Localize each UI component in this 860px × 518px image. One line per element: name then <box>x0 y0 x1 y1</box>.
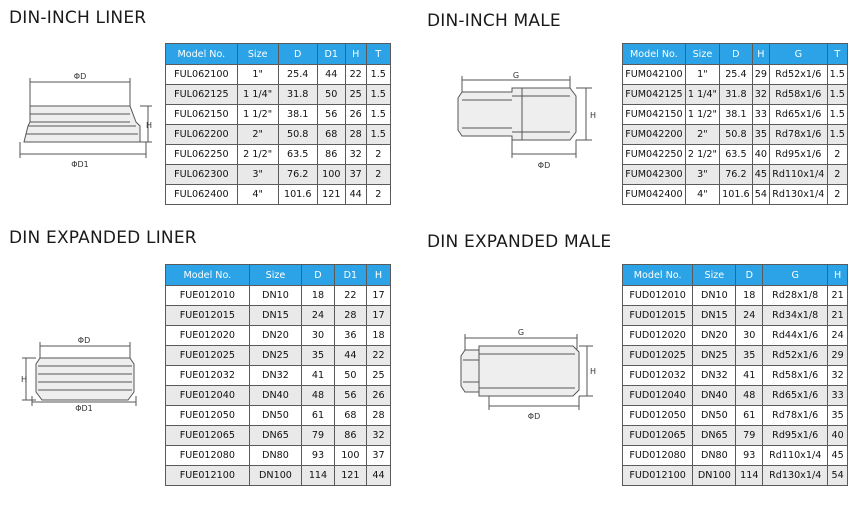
table-cell: 2" <box>237 125 278 145</box>
table-cell: 4" <box>685 185 719 205</box>
table-cell: DN10 <box>249 286 302 306</box>
table-cell: 79 <box>736 426 763 446</box>
table-cell: 17 <box>367 306 391 326</box>
table-cell: FUL062100 <box>166 65 238 85</box>
table-cell: FUM042125 <box>623 85 686 105</box>
table-cell: 35 <box>752 125 769 145</box>
table-row <box>623 306 848 326</box>
table-cell: 2" <box>685 125 719 145</box>
table-cell: FUD012100 <box>623 466 693 486</box>
table-row <box>166 185 391 205</box>
table-cell: 32 <box>752 85 769 105</box>
table-cell: 21 <box>828 286 848 306</box>
drawing-label-bottom: ΦD <box>537 161 551 170</box>
din-inch-liner-table <box>165 43 391 205</box>
table-cell: 29 <box>752 65 769 85</box>
table-cell: FUM042300 <box>623 165 686 185</box>
table-cell: FUE012020 <box>166 326 250 346</box>
column-header: Size <box>249 265 302 286</box>
table-cell: FUE012050 <box>166 406 250 426</box>
table-cell: FUE012025 <box>166 346 250 366</box>
table-cell: Rd52x1/6 <box>763 346 828 366</box>
table-cell: 2 <box>827 165 847 185</box>
column-header: Size <box>685 44 719 65</box>
table-row <box>623 65 848 85</box>
table-cell: 48 <box>302 386 334 406</box>
table-cell: 24 <box>828 326 848 346</box>
drawing-label-top: G <box>517 328 525 337</box>
table-cell: 37 <box>367 446 391 466</box>
table-row <box>623 346 848 366</box>
table-row <box>166 286 391 306</box>
column-header: T <box>366 44 390 65</box>
column-header: Model No. <box>623 265 693 286</box>
table-cell: DN20 <box>693 326 736 346</box>
table-cell: 2 1/2" <box>685 145 719 165</box>
column-header: G <box>763 265 828 286</box>
table-cell: 3" <box>237 165 278 185</box>
table-cell: 18 <box>367 326 391 346</box>
table-cell: Rd78x1/6 <box>763 406 828 426</box>
table-cell: 68 <box>317 125 345 145</box>
table-header-row <box>623 44 848 65</box>
table-cell: 1 1/2" <box>685 105 719 125</box>
table-cell: 79 <box>302 426 334 446</box>
table-cell: Rd58x1/6 <box>770 85 828 105</box>
table-cell: 2 <box>366 145 390 165</box>
table-cell: 114 <box>302 466 334 486</box>
table-cell: 1 1/2" <box>237 105 278 125</box>
table-cell: FUE012040 <box>166 386 250 406</box>
drawing-label-bottom: ΦD1 <box>75 404 93 413</box>
table-cell: 40 <box>752 145 769 165</box>
table-row <box>623 406 848 426</box>
table-cell: DN20 <box>249 326 302 346</box>
table-cell: 93 <box>302 446 334 466</box>
table-cell: 26 <box>345 105 366 125</box>
table-cell: 3" <box>685 165 719 185</box>
table-cell: 86 <box>334 426 366 446</box>
table-row <box>623 366 848 386</box>
table-row <box>166 145 391 165</box>
column-header: D <box>278 44 317 65</box>
table-cell: Rd65x1/6 <box>770 105 828 125</box>
table-cell: 37 <box>345 165 366 185</box>
table-cell: 44 <box>334 346 366 366</box>
table-cell: Rd52x1/6 <box>770 65 828 85</box>
table-cell: Rd95x1/6 <box>763 426 828 446</box>
din-expanded-liner-drawing <box>18 334 148 414</box>
table-cell: 31.8 <box>278 85 317 105</box>
column-header: D <box>720 44 753 65</box>
table-cell: DN65 <box>693 426 736 446</box>
table-cell: 33 <box>828 386 848 406</box>
table-cell: 44 <box>367 466 391 486</box>
table-cell: DN80 <box>693 446 736 466</box>
table-cell: 76.2 <box>278 165 317 185</box>
table-cell: FUD012032 <box>623 366 693 386</box>
table-cell: 121 <box>334 466 366 486</box>
table-cell: Rd110x1/4 <box>770 165 828 185</box>
table-cell: 1.5 <box>366 85 390 105</box>
table-cell: FUL062300 <box>166 165 238 185</box>
column-header: D1 <box>317 44 345 65</box>
section-title-din-expanded-male: DIN EXPANDED MALE <box>427 232 612 252</box>
table-cell: 2 <box>366 165 390 185</box>
column-header: Model No. <box>166 265 250 286</box>
table-cell: Rd34x1/8 <box>763 306 828 326</box>
drawing-label-top: G <box>512 71 520 80</box>
table-row <box>166 386 391 406</box>
table-cell: 38.1 <box>278 105 317 125</box>
drawing-label-side: H <box>145 121 153 130</box>
table-cell: 1.5 <box>827 125 847 145</box>
table-cell: FUL062250 <box>166 145 238 165</box>
table-cell: 31.8 <box>720 85 753 105</box>
table-cell: 56 <box>317 105 345 125</box>
table-cell: 17 <box>367 286 391 306</box>
table-cell: FUE012100 <box>166 466 250 486</box>
drawing-label-side: H <box>20 375 28 384</box>
table-row <box>623 326 848 346</box>
table-cell: 1.5 <box>366 65 390 85</box>
table-cell: 40 <box>828 426 848 446</box>
table-row <box>623 446 848 466</box>
column-header: D <box>736 265 763 286</box>
table-cell: 54 <box>752 185 769 205</box>
table-cell: 54 <box>828 466 848 486</box>
drawing-label-bottom: ΦD <box>527 412 541 421</box>
table-cell: 41 <box>736 366 763 386</box>
table-cell: 4" <box>237 185 278 205</box>
table-cell: FUL062125 <box>166 85 238 105</box>
table-row <box>623 185 848 205</box>
table-cell: Rd130x1/4 <box>770 185 828 205</box>
table-cell: 2 <box>827 145 847 165</box>
table-cell: DN40 <box>693 386 736 406</box>
table-row <box>623 426 848 446</box>
table-cell: 63.5 <box>278 145 317 165</box>
column-header: H <box>345 44 366 65</box>
table-cell: FUD012040 <box>623 386 693 406</box>
table-cell: 50 <box>317 85 345 105</box>
table-cell: FUD012050 <box>623 406 693 426</box>
table-cell: 18 <box>736 286 763 306</box>
table-cell: 1 1/4" <box>237 85 278 105</box>
table-cell: 21 <box>828 306 848 326</box>
table-cell: 35 <box>736 346 763 366</box>
table-cell: 41 <box>302 366 334 386</box>
table-cell: FUE012080 <box>166 446 250 466</box>
table-cell: Rd78x1/6 <box>770 125 828 145</box>
table-row <box>623 165 848 185</box>
table-cell: DN65 <box>249 426 302 446</box>
table-row <box>166 105 391 125</box>
drawing-label-top: ΦD <box>73 72 87 81</box>
table-cell: 86 <box>317 145 345 165</box>
table-row <box>166 165 391 185</box>
table-cell: Rd110x1/4 <box>763 446 828 466</box>
column-header: Model No. <box>623 44 686 65</box>
table-cell: DN80 <box>249 446 302 466</box>
table-cell: 100 <box>317 165 345 185</box>
table-row <box>166 366 391 386</box>
column-header: D <box>302 265 334 286</box>
table-cell: 29 <box>828 346 848 366</box>
table-cell: 36 <box>334 326 366 346</box>
table-cell: Rd44x1/6 <box>763 326 828 346</box>
table-cell: 25.4 <box>278 65 317 85</box>
table-cell: FUL062400 <box>166 185 238 205</box>
table-row <box>623 125 848 145</box>
table-cell: 1" <box>685 65 719 85</box>
table-cell: 50.8 <box>278 125 317 145</box>
table-row <box>166 346 391 366</box>
table-cell: 45 <box>752 165 769 185</box>
table-cell: 25 <box>367 366 391 386</box>
din-inch-male-table <box>622 43 848 205</box>
table-cell: FUE012010 <box>166 286 250 306</box>
table-cell: 1.5 <box>827 65 847 85</box>
section-title-din-inch-male: DIN-INCH MALE <box>427 11 561 31</box>
table-cell: 1.5 <box>366 105 390 125</box>
table-row <box>166 406 391 426</box>
table-cell: Rd28x1/8 <box>763 286 828 306</box>
table-cell: FUM042200 <box>623 125 686 145</box>
section-title-din-inch-liner: DIN-INCH LINER <box>9 8 147 28</box>
drawing-label-side: H <box>589 367 597 376</box>
table-cell: 26 <box>367 386 391 406</box>
din-inch-male-drawing <box>452 70 600 178</box>
table-cell: 63.5 <box>720 145 753 165</box>
section-title-din-expanded-liner: DIN EXPANDED LINER <box>9 228 197 248</box>
table-cell: 2 1/2" <box>237 145 278 165</box>
table-cell: 30 <box>736 326 763 346</box>
table-cell: FUD012065 <box>623 426 693 446</box>
table-cell: 24 <box>302 306 334 326</box>
column-header: H <box>828 265 848 286</box>
table-cell: 1 1/4" <box>685 85 719 105</box>
drawing-label-bottom: ΦD1 <box>71 160 89 169</box>
din-expanded-male-table <box>622 264 848 486</box>
table-cell: DN50 <box>693 406 736 426</box>
table-cell: DN50 <box>249 406 302 426</box>
table-cell: 56 <box>334 386 366 406</box>
table-cell: 121 <box>317 185 345 205</box>
table-cell: DN100 <box>249 466 302 486</box>
table-header-row <box>166 44 391 65</box>
table-cell: 28 <box>367 406 391 426</box>
column-header: Size <box>693 265 736 286</box>
table-cell: 25 <box>345 85 366 105</box>
table-cell: 32 <box>367 426 391 446</box>
table-cell: FUE012065 <box>166 426 250 446</box>
table-cell: 22 <box>334 286 366 306</box>
table-header-row <box>166 265 391 286</box>
table-cell: DN32 <box>693 366 736 386</box>
table-row <box>623 386 848 406</box>
table-row <box>166 426 391 446</box>
table-cell: FUM042150 <box>623 105 686 125</box>
table-cell: DN15 <box>693 306 736 326</box>
table-cell: 45 <box>828 446 848 466</box>
table-cell: 93 <box>736 446 763 466</box>
table-cell: 28 <box>345 125 366 145</box>
din-expanded-liner-table <box>165 264 391 486</box>
table-cell: DN100 <box>693 466 736 486</box>
table-cell: DN40 <box>249 386 302 406</box>
table-cell: DN32 <box>249 366 302 386</box>
table-cell: Rd95x1/6 <box>770 145 828 165</box>
column-header: T <box>827 44 847 65</box>
table-cell: FUM042400 <box>623 185 686 205</box>
table-cell: 22 <box>367 346 391 366</box>
table-cell: 1.5 <box>827 105 847 125</box>
table-cell: FUM042250 <box>623 145 686 165</box>
table-row <box>623 466 848 486</box>
table-row <box>623 85 848 105</box>
table-cell: 2 <box>827 185 847 205</box>
table-cell: 61 <box>302 406 334 426</box>
table-cell: FUL062150 <box>166 105 238 125</box>
column-header: H <box>752 44 769 65</box>
table-cell: 28 <box>334 306 366 326</box>
table-row <box>166 306 391 326</box>
table-cell: 38.1 <box>720 105 753 125</box>
table-cell: FUD012015 <box>623 306 693 326</box>
table-cell: 114 <box>736 466 763 486</box>
table-cell: 22 <box>345 65 366 85</box>
table-cell: 50.8 <box>720 125 753 145</box>
table-cell: 48 <box>736 386 763 406</box>
table-cell: 1.5 <box>827 85 847 105</box>
table-header-row <box>623 265 848 286</box>
table-cell: FUE012032 <box>166 366 250 386</box>
table-cell: 35 <box>828 406 848 426</box>
table-cell: 44 <box>345 185 366 205</box>
table-cell: DN25 <box>693 346 736 366</box>
column-header: Model No. <box>166 44 238 65</box>
table-cell: DN10 <box>693 286 736 306</box>
table-cell: 101.6 <box>278 185 317 205</box>
drawing-label-side: H <box>589 111 597 120</box>
table-cell: 100 <box>334 446 366 466</box>
din-expanded-male-drawing <box>455 326 595 422</box>
din-inch-liner-drawing <box>10 70 158 176</box>
table-cell: FUM042100 <box>623 65 686 85</box>
table-row <box>623 145 848 165</box>
table-cell: 30 <box>302 326 334 346</box>
table-cell: 2 <box>366 185 390 205</box>
table-cell: 18 <box>302 286 334 306</box>
table-cell: FUD012080 <box>623 446 693 466</box>
table-row <box>166 85 391 105</box>
table-cell: 1.5 <box>366 125 390 145</box>
table-cell: DN15 <box>249 306 302 326</box>
table-cell: DN25 <box>249 346 302 366</box>
table-row <box>166 446 391 466</box>
table-cell: 32 <box>828 366 848 386</box>
table-row <box>166 125 391 145</box>
column-header: Size <box>237 44 278 65</box>
table-cell: 68 <box>334 406 366 426</box>
column-header: D1 <box>334 265 366 286</box>
table-row <box>166 65 391 85</box>
column-header: G <box>770 44 828 65</box>
table-cell: FUD012010 <box>623 286 693 306</box>
table-cell: 24 <box>736 306 763 326</box>
table-cell: 35 <box>302 346 334 366</box>
table-cell: FUE012015 <box>166 306 250 326</box>
table-cell: 44 <box>317 65 345 85</box>
table-cell: FUD012025 <box>623 346 693 366</box>
table-cell: FUD012020 <box>623 326 693 346</box>
table-cell: 101.6 <box>720 185 753 205</box>
table-cell: 33 <box>752 105 769 125</box>
table-row <box>166 326 391 346</box>
table-cell: 50 <box>334 366 366 386</box>
table-cell: Rd65x1/6 <box>763 386 828 406</box>
table-cell: FUL062200 <box>166 125 238 145</box>
table-row <box>623 286 848 306</box>
column-header: H <box>367 265 391 286</box>
table-cell: 61 <box>736 406 763 426</box>
table-row <box>166 466 391 486</box>
table-cell: 32 <box>345 145 366 165</box>
drawing-label-top: ΦD <box>77 336 91 345</box>
table-cell: Rd130x1/4 <box>763 466 828 486</box>
table-cell: 25.4 <box>720 65 753 85</box>
table-row <box>623 105 848 125</box>
table-cell: 1" <box>237 65 278 85</box>
table-cell: Rd58x1/6 <box>763 366 828 386</box>
table-cell: 76.2 <box>720 165 753 185</box>
